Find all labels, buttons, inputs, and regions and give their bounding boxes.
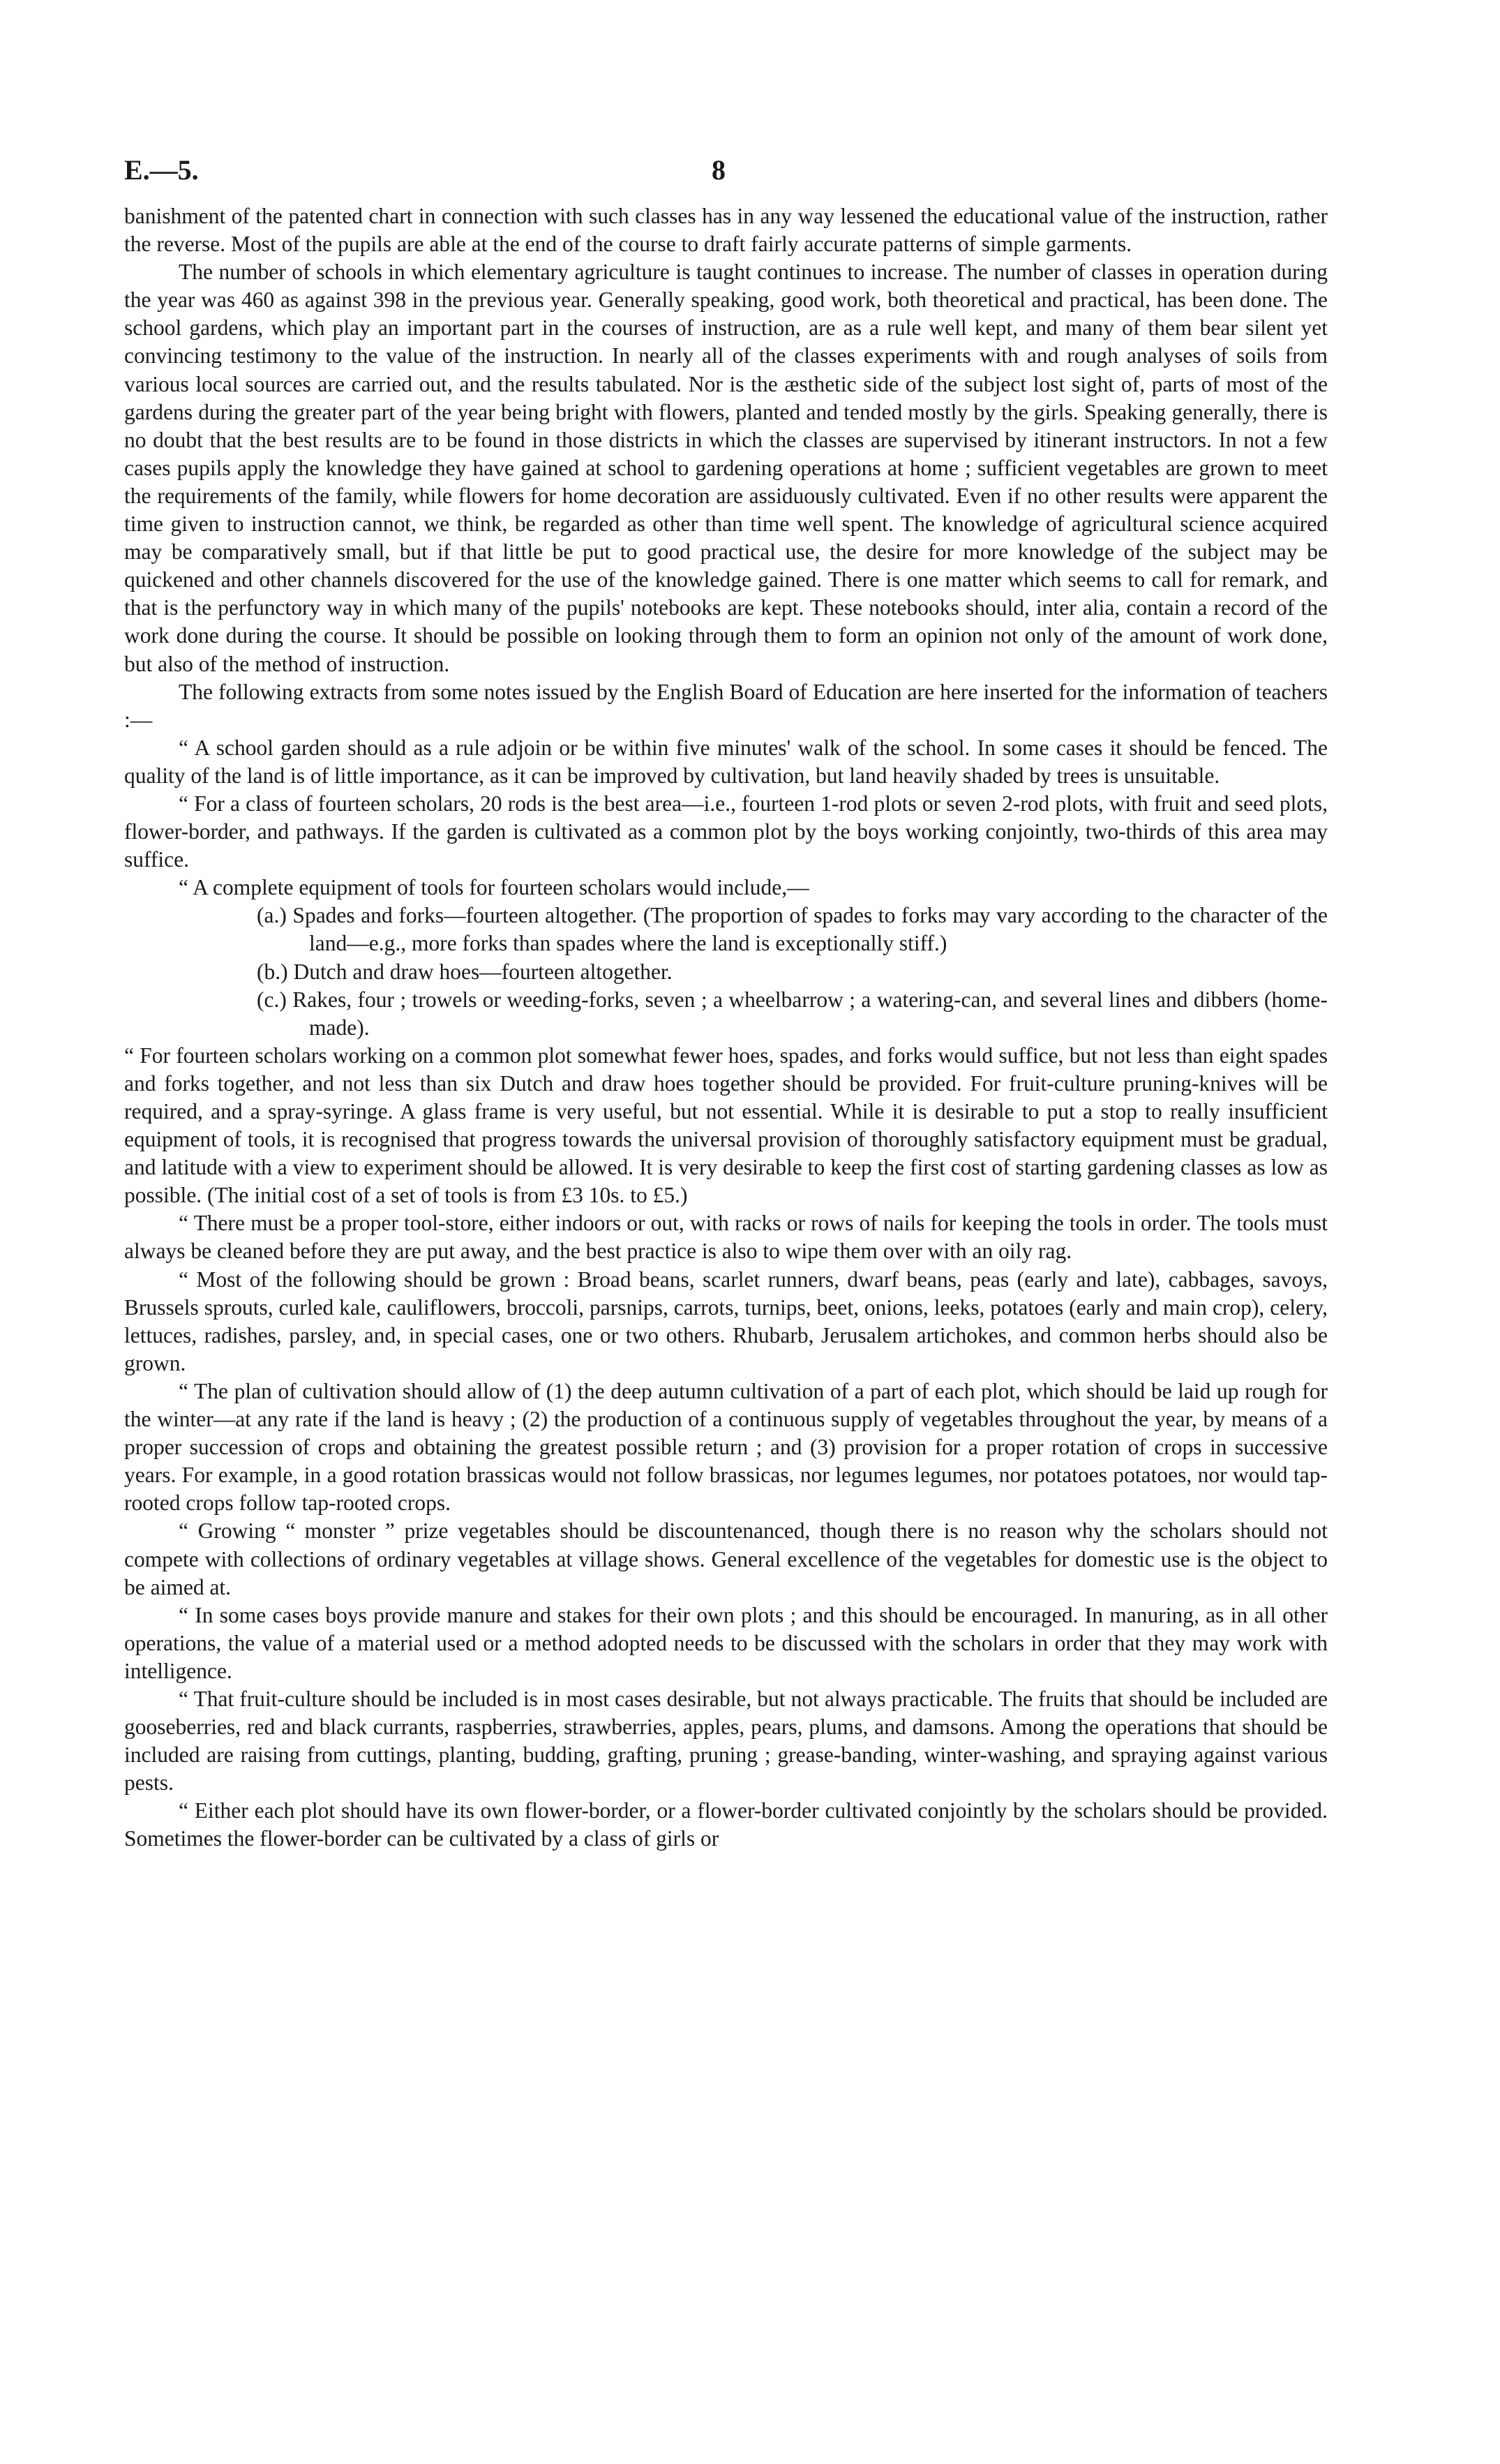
quoted-paragraph: “ A school garden should as a rule adjoin or be within five minutes' walk of the school. In some cases it should be fenced. The quality of the land is of little importance, as it can be improved by cultivation, but land heavily shaded by trees is unsuitable. [124, 735, 1328, 788]
paragraph: The following extracts from some notes issued by the English Board of Education are here inserted for the information of teachers :— [124, 679, 1328, 732]
quoted-paragraph: “ The plan of cultivation should allow of (1) the deep autumn cultivation of a part of each plot, which should be laid up rough for the winter—at any rate if the land is heavy ; (2) the production of a continuous supply of vegetables throughout the year, by means of a proper succession of crops and obtaining the greatest possible return ; and (3) provision for a proper rotation of crops in successive years. For example, in a good rotation brassicas would not follow brassicas, nor legumes legumes, nor potatoes potatoes, nor would tap-rooted crops follow tap-rooted crops. [124, 1378, 1328, 1516]
document-reference: E.—5. [124, 154, 199, 186]
quoted-paragraph: “ There must be a proper tool-store, either indoors or out, with racks or rows of nails for keeping the tools in order. The tools must always be cleaned before they are put away, and the best practice is also to wipe them over with an oily rag. [124, 1211, 1328, 1264]
paragraph: banishment of the patented chart in connection with such classes has in any way lessened the educational value of the instruction, rather the reverse. Most of the pupils are able at the end of the course to draft fairly accurate patterns of simple garments. [124, 204, 1328, 257]
quoted-paragraph: “ Most of the following should be grown : Broad beans, scarlet runners, dwarf beans, peas (early and late), cabbages, savoys, Brussels sprouts, curled kale, cauliflowers, broccoli, parsnips, carrots, turnips, beet, onions, leeks, potatoes (early and main crop), celery, lettuces, radishes, parsley, and, in special cases, one or two others. Rhubarb, Jerusalem artichokes, and common herbs should also be grown. [124, 1267, 1328, 1375]
list-item: (b.) Dutch and draw hoes—fourteen altogether. [257, 959, 673, 984]
paragraph: The number of schools in which elementary agriculture is taught continues to increase. The number of classes in operation during the year was 460 as against 398 in the previous year. Generally speaking, good work, both theoretical and practical, has been done. The school gardens, which play an important part in the courses of instruction, are as a rule well kept, and many of them bear silent yet convincing testimony to the value of the instruction. In nearly all of the classes experiments with and rough analyses of soils from various local sources are carried out, and the results tabulated. Nor is the æsthetic side of the subject lost sight of, parts of most of the gardens during the greater part of the year being bright with flowers, planted and tended mostly by the girls. Speaking generally, there is no doubt that the best results are to be found in those districts in which the classes are supervised by itinerant instructors. In not a few cases pupils apply the knowledge they have gained at school to gardening operations at home ; sufficient vegetables are grown to meet the requirements of the family, while flowers for home decoration are assiduously cultivated. Even if no other results were apparent the time given to instruction cannot, we think, be regarded as other than time well spent. The knowledge of agricultural science acquired may be comparatively small, but if that little be put to good practical use, the desire for more knowledge of the subject may be quickened and other channels discovered for the use of the knowledge gained. There is one matter which seems to call for remark, and that is the perfunctory way in which many of the pupils' notebooks are kept. These notebooks should, inter alia, contain a record of the work done during the course. It should be possible on looking through them to form an opinion not only of the amount of work done, but also of the method of instruction. [124, 260, 1328, 676]
quoted-paragraph: “ That fruit-culture should be included is in most cases desirable, but not always practicable. The fruits that should be included are gooseberries, red and black currants, raspberries, strawberries, apples, pears, plums, and damsons. Among the operations that should be included are raising from cuttings, planting, budding, grafting, pruning ; grease-banding, winter-washing, and spraying against various pests. [124, 1686, 1328, 1795]
page-header [124, 154, 1328, 202]
quoted-paragraph: “ Either each plot should have its own flower-border, or a flower-border cultivated conjointly by the scholars should be provided. Sometimes the flower-border can be cultivated by a class of girls or [124, 1798, 1328, 1851]
body-text [124, 202, 1328, 1853]
quoted-paragraph: “ For a class of fourteen scholars, 20 rods is the best area—i.e., fourteen 1-rod plots or seven 2-rod plots, with fruit and seed plots, flower-border, and pathways. If the garden is cultivated as a common plot by the boys working conjointly, two-thirds of this area may suffice. [124, 791, 1328, 872]
quoted-paragraph: “ For fourteen scholars working on a common plot somewhat fewer hoes, spades, and forks would suffice, but not less than eight spades and forks together, and not less than six Dutch and draw hoes together should be provided. For fruit-culture pruning-knives will be required, and a spray-syringe. A glass frame is very useful, but not essential. While it is desirable to put a stop to really insufficient equipment of tools, it is recognised that progress towards the universal provision of thoroughly satisfactory equipment must be gradual, and latitude with a view to experiment should be allowed. It is very desirable to keep the first cost of starting gardening classes as low as possible. (The initial cost of a set of tools is from £3 10s. to £5.) [124, 1043, 1328, 1208]
page-number: 8 [712, 154, 726, 186]
quoted-paragraph: “ A complete equipment of tools for fourteen scholars would include,— [179, 875, 809, 900]
page [124, 154, 1328, 1853]
list-item: (c.) Rakes, four ; trowels or weeding-forks, seven ; a wheelbarrow ; a watering-can, and several lines and dibbers (home-made). [257, 987, 1328, 1040]
quoted-paragraph: “ Growing “ monster ” prize vegetables should be discountenanced, though there is no reason why the scholars should not compete with collections of ordinary vegetables at village shows. General excellence of the vegetables for domestic use is the object to be aimed at. [124, 1518, 1328, 1599]
list-item: (a.) Spades and forks—fourteen altogether. (The proportion of spades to forks may vary according to the character of the land—e.g., more forks than spades where the land is exceptionally stiff.) [257, 903, 1328, 956]
quoted-paragraph: “ In some cases boys provide manure and stakes for their own plots ; and this should be encouraged. In manuring, as in all other operations, the value of a material used or a method adopted needs to be discussed with the scholars in order that they may work with intelligence. [124, 1602, 1328, 1683]
